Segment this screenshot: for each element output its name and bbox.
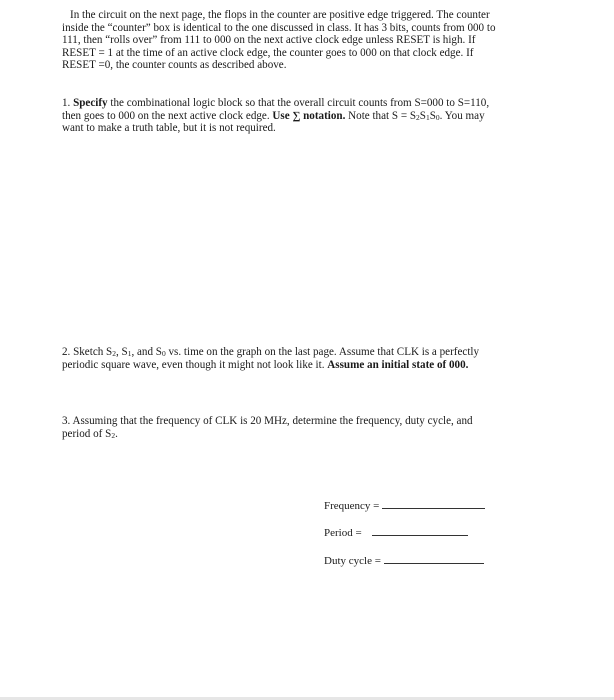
question-3-line-2-end: .	[115, 427, 118, 440]
question-2-text-a: 2. Sketch S	[62, 346, 113, 358]
intro-paragraph	[62, 9, 552, 72]
period-blank	[372, 524, 468, 536]
intro-line-2: inside the “counter” box is identical to the one discussed in class. It has 3 bits, counts from 000 to	[62, 21, 496, 34]
question-2-initial-state: Assume an initial state of 000.	[327, 358, 469, 371]
question-2-text-b: , S	[115, 346, 128, 358]
question-2	[62, 346, 552, 371]
period-answer-row	[324, 524, 468, 538]
question-2-text-c: , and S	[131, 346, 162, 358]
question-1-line-2	[62, 110, 552, 123]
subscript-2: 2	[112, 349, 116, 358]
subscript-0: 0	[161, 349, 166, 358]
intro-line-3: 111, then “rolls over” from 111 to 000 on the next active clock edge unless RESET is high. If	[62, 34, 476, 47]
period-label: Period =	[324, 527, 362, 539]
question-1-specify: Specify	[73, 97, 108, 109]
question-1-line-1-text: the combinational logic block so that the overall circuit counts from S=000 to S=110,	[107, 97, 490, 109]
frequency-answer-row	[324, 497, 485, 511]
question-2-line-1	[62, 346, 552, 359]
question-3-line-1: 3. Assuming that the frequency of CLK is 20 MHz, determine the frequency, duty cycle, and	[62, 415, 473, 427]
frequency-label: Frequency =	[324, 500, 380, 512]
question-1-line-2-text: then goes to 000 on the next active clock edge.	[62, 109, 273, 122]
duty-cycle-label: Duty cycle =	[324, 555, 381, 567]
question-1-state-note: Note that S = S	[345, 109, 417, 122]
duty-cycle-blank	[384, 552, 484, 564]
question-1-line-1	[62, 97, 552, 110]
question-2-text-d: vs. time on the graph on the last page. Assume that CLK is a perfectly	[165, 346, 480, 358]
question-1	[62, 97, 552, 135]
intro-line-1: In the circuit on the next page, the flops in the counter are positive edge triggered. The counter	[70, 9, 490, 21]
question-1-sigma-note: Use ∑ notation.	[272, 109, 346, 122]
subscript-2: 2	[416, 112, 420, 122]
duty-cycle-answer-row	[324, 552, 484, 566]
question-1-line-2-end: . You may	[439, 109, 485, 122]
question-3	[62, 415, 552, 440]
s-letter: S	[419, 109, 426, 122]
question-3-line-2-text: period of S	[62, 427, 112, 440]
subscript-1: 1	[425, 112, 430, 122]
question-3-line-2	[62, 428, 552, 441]
frequency-blank	[382, 497, 485, 509]
question-2-line-2-text: periodic square wave, even though it might not look like it.	[62, 358, 328, 371]
intro-line-5: RESET =0, the counter counts as described above.	[62, 59, 287, 72]
subscript-1: 1	[127, 349, 132, 358]
subscript-0: 0	[435, 112, 440, 122]
question-1-number: 1.	[62, 97, 74, 109]
question-1-line-3: want to make a truth table, but it is not required.	[62, 122, 276, 135]
question-2-line-2	[62, 359, 552, 372]
s-letter: S	[429, 109, 436, 122]
intro-line-4: RESET = 1 at the time of an active clock edge, the counter goes to 000 on that clock edge. If	[62, 46, 474, 59]
subscript-2: 2	[111, 430, 116, 440]
